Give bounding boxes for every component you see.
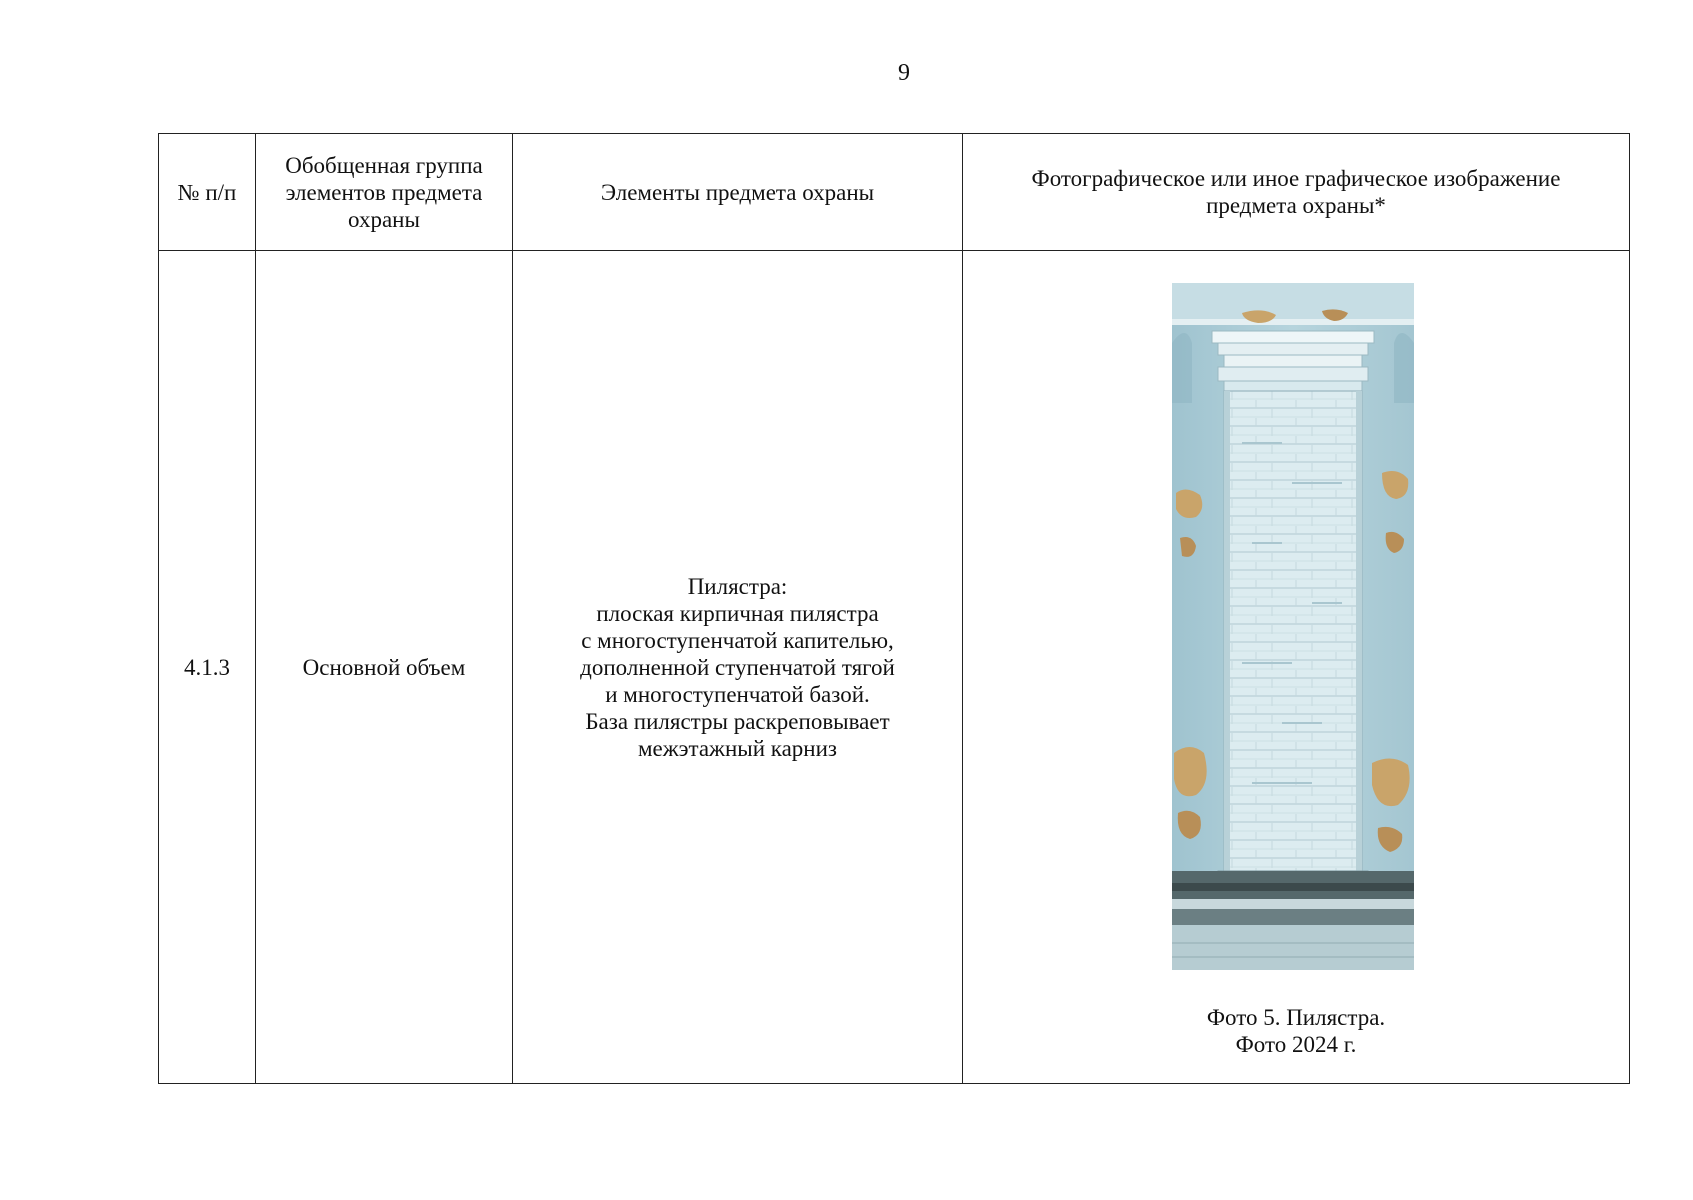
cell-number: 4.1.3 bbox=[159, 251, 256, 1084]
page-number: 9 bbox=[898, 60, 910, 86]
table-header-row bbox=[159, 134, 1630, 251]
table-row bbox=[159, 251, 1630, 1084]
cell-group: Основной объем bbox=[256, 251, 513, 1084]
header-group: Обобщенная группа элементов предмета охраны bbox=[256, 134, 513, 251]
cell-photo bbox=[963, 251, 1630, 1084]
header-elements: Элементы предмета охраны bbox=[513, 134, 963, 251]
photo-caption: Фото 5. Пилястра. Фото 2024 г. bbox=[1206, 1005, 1386, 1057]
cell-elements: Пилястра: плоская кирпичная пилястра с многоступенчатой капителью, дополненной ступенчатой тягой и многоступенчатой базой. База пилястры раскреповывает межэтажный карниз bbox=[513, 251, 963, 1084]
pilaster-photo-image bbox=[1172, 283, 1414, 970]
header-image: Фотографическое или иное графическое изображение предмета охраны* bbox=[963, 134, 1630, 251]
pilaster-photo bbox=[1172, 283, 1414, 970]
protection-table bbox=[158, 133, 1630, 1084]
header-number: № п/п bbox=[159, 134, 256, 251]
